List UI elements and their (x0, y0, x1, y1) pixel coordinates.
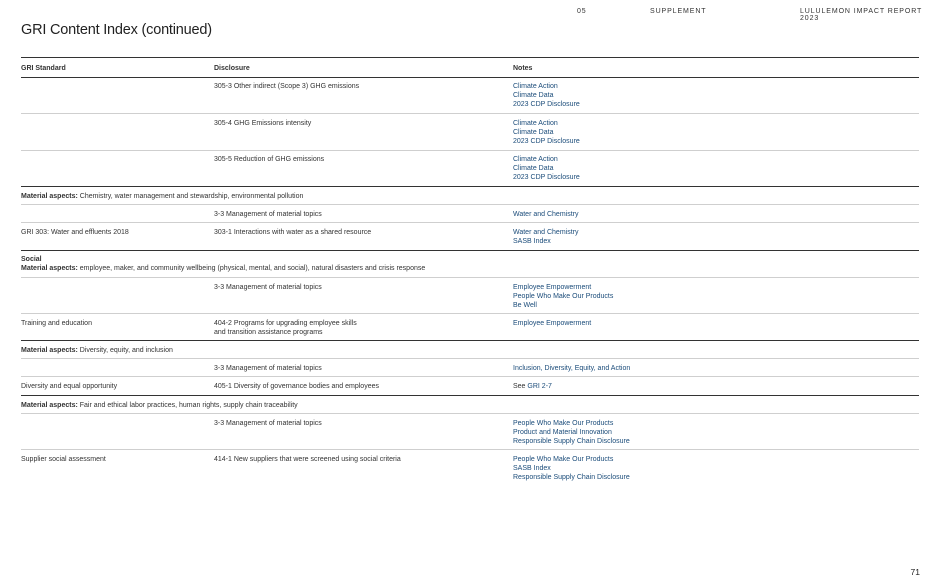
management-topics: 3-3 Management of material topics (214, 284, 322, 291)
table-row-notes (513, 283, 613, 311)
table-row-disclosure: 303-1 Interactions with water as a shared resource (214, 229, 372, 236)
divider (21, 449, 919, 450)
table-row-disclosure: 405-1 Diversity of governance bodies and employees (214, 383, 379, 390)
divider (21, 186, 919, 187)
page-number: 71 (910, 567, 920, 577)
note-link[interactable]: Climate Action (513, 83, 558, 90)
section-label-text: Chemistry, water management and stewardship, environmental pollution (77, 193, 304, 200)
divider (21, 77, 919, 78)
note-prefix: See (513, 383, 528, 390)
section-label-water (21, 192, 303, 201)
table-row-notes (513, 210, 578, 219)
note-link[interactable]: Employee Empowerment (513, 284, 592, 291)
note-link[interactable]: People Who Make Our Products (513, 293, 614, 301)
table-row-disclosure: 305-3 Other indirect (Scope 3) GHG emissions (214, 83, 360, 90)
section-heading-social (21, 255, 425, 273)
divider (21, 413, 919, 414)
note-link[interactable]: Inclusion, Diversity, Equity, and Action (513, 365, 631, 372)
note-link[interactable]: 2023 CDP Disclosure (513, 138, 580, 146)
table-row-disclosure (214, 319, 357, 337)
note-link[interactable]: Be Well (513, 302, 537, 310)
section-label-text: Diversity, equity, and inclusion (77, 347, 173, 354)
table-row-notes (513, 119, 580, 147)
table-row-disclosure: 305-4 GHG Emissions intensity (214, 120, 312, 127)
section-label-bold: Material aspects: (21, 265, 78, 273)
table-row-notes (513, 364, 630, 373)
column-header-disclosure: Disclosure (214, 65, 250, 72)
note-link[interactable]: Water and Chemistry (513, 229, 579, 236)
section-label-bold: Material aspects: (21, 193, 78, 200)
divider (21, 376, 919, 377)
disclosure-line: and transition assistance programs (214, 329, 323, 337)
divider (21, 277, 919, 278)
management-topics: 3-3 Management of material topics (214, 365, 322, 372)
management-topics: 3-3 Management of material topics (214, 211, 322, 218)
column-header-standard: GRI Standard (21, 65, 66, 72)
column-header-notes: Notes (513, 65, 533, 72)
table-row-standard: Diversity and equal opportunity (21, 383, 118, 390)
table-row-notes (513, 155, 580, 183)
note-link[interactable]: Climate Action (513, 120, 558, 127)
section-label[interactable]: SUPPLEMENT (650, 8, 707, 15)
disclosure-line: 404-2 Programs for upgrading employee skills (214, 320, 357, 327)
table-row-notes (513, 419, 630, 447)
note-link[interactable]: People Who Make Our Products (513, 420, 614, 427)
section-label-bold: Material aspects: (21, 402, 78, 409)
divider (21, 113, 919, 114)
divider (21, 204, 919, 205)
divider (21, 340, 919, 341)
note-link[interactable]: SASB Index (513, 465, 551, 473)
table-row-standard: Supplier social assessment (21, 456, 106, 463)
table-row-notes (513, 382, 552, 391)
table-row-disclosure: 414-1 New suppliers that were screened using social criteria (214, 456, 401, 463)
note-link[interactable]: Climate Data (513, 92, 554, 100)
section-label-labor (21, 401, 298, 410)
note-link[interactable]: Water and Chemistry (513, 211, 579, 218)
table-row-notes (513, 228, 578, 246)
note-link[interactable]: Employee Empowerment (513, 320, 592, 327)
divider (21, 57, 919, 58)
page-title: GRI Content Index (continued) (21, 22, 212, 38)
divider (21, 313, 919, 314)
table-row-standard: GRI 303: Water and effluents 2018 (21, 229, 129, 236)
report-title: LULULEMON IMPACT REPORT 2023 (800, 8, 923, 22)
note-link[interactable]: 2023 CDP Disclosure (513, 174, 580, 182)
social-heading: Social (21, 256, 42, 263)
page-section-number: 05 (577, 8, 587, 15)
divider (21, 358, 919, 359)
divider (21, 222, 919, 223)
table-row-disclosure: 305-5 Reduction of GHG emissions (214, 156, 325, 163)
note-link[interactable]: 2023 CDP Disclosure (513, 101, 580, 109)
section-label-text: employee, maker, and community wellbeing (physical, mental, and social), natural disasters and crisis response (77, 265, 426, 273)
section-label-bold: Material aspects: (21, 347, 78, 354)
table-row-notes (513, 319, 591, 328)
divider (21, 150, 919, 151)
divider (21, 250, 919, 251)
note-link[interactable]: People Who Make Our Products (513, 456, 614, 463)
table-row-notes (513, 455, 630, 483)
note-link[interactable]: Responsible Supply Chain Disclosure (513, 474, 630, 482)
note-link[interactable]: Product and Material Innovation (513, 429, 612, 437)
note-link[interactable]: Climate Action (513, 156, 558, 163)
section-label-diversity (21, 346, 173, 355)
note-link[interactable]: Responsible Supply Chain Disclosure (513, 438, 630, 446)
note-link[interactable]: SASB Index (513, 238, 551, 246)
table-row-standard: Training and education (21, 320, 92, 327)
table-row-notes (513, 82, 580, 110)
section-label-text: Fair and ethical labor practices, human rights, supply chain traceability (77, 402, 298, 409)
divider (21, 395, 919, 396)
note-link[interactable]: Climate Data (513, 165, 554, 173)
note-link[interactable]: GRI 2-7 (527, 383, 552, 390)
note-link[interactable]: Climate Data (513, 129, 554, 137)
management-topics: 3-3 Management of material topics (214, 420, 322, 427)
